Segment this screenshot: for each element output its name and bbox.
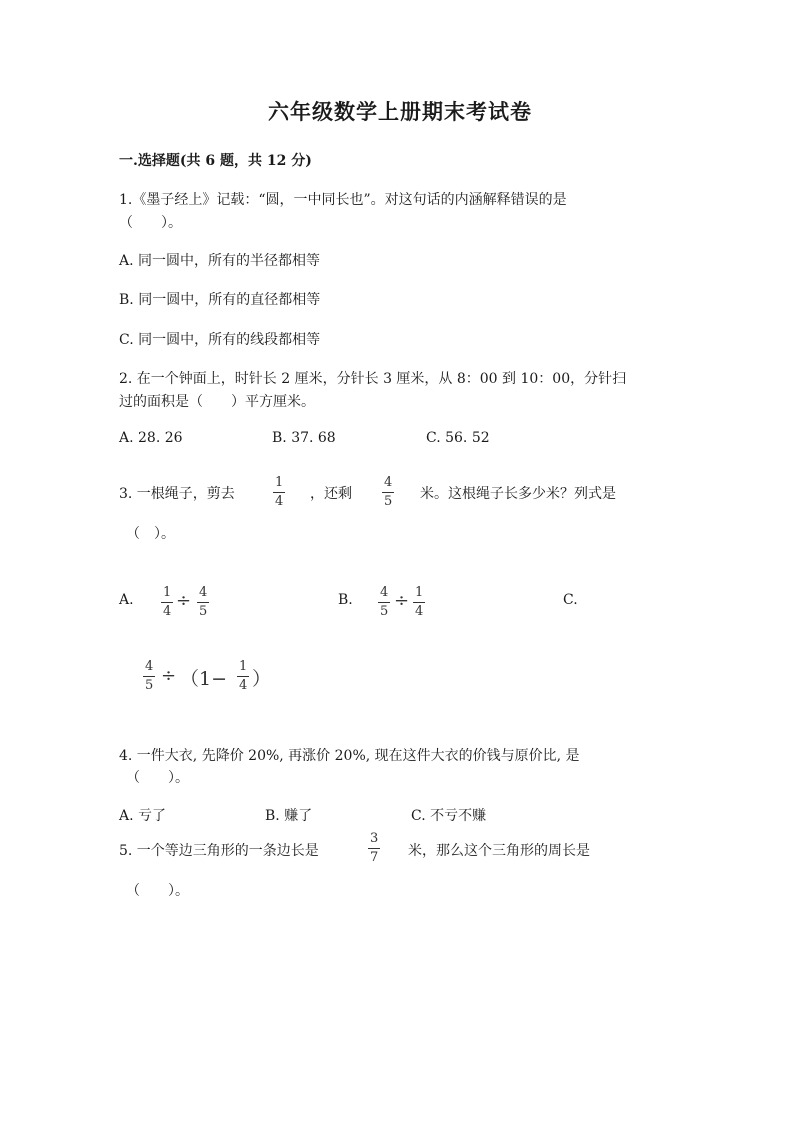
- q3-stem-part1: 3. 一根绳子，剪去: [119, 486, 235, 502]
- q3-fraction-cut: [273, 476, 285, 509]
- q3-fraction-remaining: [382, 476, 394, 509]
- fraction-numerator: 1: [415, 585, 424, 600]
- q3-option-a-fraction-2: [197, 586, 209, 619]
- fraction-numerator: 1: [239, 659, 248, 674]
- q4-stem-line1: 4. 一件大衣, 先降价 20%, 再涨价 20%, 现在这件大衣的价钱与原价比, 是: [119, 748, 580, 764]
- fraction-bar: [197, 602, 209, 603]
- division-sign: ÷: [394, 590, 410, 611]
- q4-option-c[interactable]: C. 不亏不赚: [411, 808, 487, 824]
- fraction-bar: [368, 848, 380, 849]
- fraction-denominator: 4: [239, 678, 248, 693]
- q2-stem-line2: 过的面积是（ ）平方厘米。: [119, 394, 315, 410]
- section-heading: 一.选择题(共 6 题，共 12 分): [119, 153, 312, 169]
- q3-option-b-label[interactable]: B.: [338, 592, 353, 608]
- fraction-numerator: 3: [370, 831, 379, 846]
- fraction-bar: [143, 676, 155, 677]
- division-sign: ÷: [176, 590, 192, 611]
- left-parenthesis-expression: （1−: [180, 668, 228, 690]
- fraction-denominator: 5: [384, 494, 393, 509]
- q1-stem-line1: 1.《墨子经上》记载：“圆，一中同长也”。对这句话的内涵解释错误的是: [119, 192, 567, 208]
- fraction-bar: [237, 676, 249, 677]
- q1-option-c[interactable]: C. 同一圆中，所有的线段都相等: [119, 332, 321, 348]
- q3-stem-line2: （ ）。: [126, 526, 175, 542]
- q3-option-c-label[interactable]: C.: [563, 592, 578, 608]
- q1-stem-line2: （ ）。: [119, 215, 182, 231]
- q1-option-b[interactable]: B. 同一圆中，所有的直径都相等: [119, 292, 321, 308]
- fraction-numerator: 4: [199, 585, 208, 600]
- q5-stem-line2: （ ）。: [126, 883, 189, 899]
- q4-option-a[interactable]: A. 亏了: [119, 808, 167, 824]
- q1-option-a[interactable]: A. 同一圆中，所有的半径都相等: [119, 253, 321, 269]
- q3-option-b-fraction-1: [378, 586, 390, 619]
- fraction-denominator: 4: [163, 604, 172, 619]
- q2-option-a[interactable]: A. 28. 26: [119, 430, 183, 446]
- fraction-bar: [378, 602, 390, 603]
- fraction-denominator: 4: [415, 604, 424, 619]
- fraction-denominator: 5: [199, 604, 208, 619]
- page-title: 六年级数学上册期末考试卷: [268, 99, 532, 124]
- q4-option-b[interactable]: B. 赚了: [265, 808, 313, 824]
- division-sign: ÷: [161, 665, 177, 686]
- fraction-bar: [161, 602, 173, 603]
- fraction-bar: [413, 602, 425, 603]
- q2-stem-line1: 2. 在一个钟面上，时针长 2 厘米，分针长 3 厘米，从 8：00 到 10：00，分针扫: [119, 371, 627, 387]
- q3-option-c-fraction-2: [237, 660, 249, 693]
- q5-stem-part2: 米，那么这个三角形的周长是: [408, 843, 590, 859]
- q3-option-a-fraction-1: [161, 586, 173, 619]
- q2-option-b[interactable]: B. 37. 68: [272, 430, 336, 446]
- fraction-numerator: 4: [384, 475, 393, 490]
- q3-stem-part3: 米。这根绳子长多少米？列式是: [420, 486, 616, 502]
- fraction-bar: [382, 492, 394, 493]
- q3-option-c-fraction-1: [143, 660, 155, 693]
- fraction-denominator: 5: [380, 604, 389, 619]
- right-parenthesis: ）: [252, 668, 272, 690]
- fraction-numerator: 1: [275, 475, 284, 490]
- q2-option-c[interactable]: C. 56. 52: [426, 430, 490, 446]
- fraction-bar: [273, 492, 285, 493]
- q3-option-a-label[interactable]: A.: [119, 592, 134, 608]
- fraction-denominator: 4: [275, 494, 284, 509]
- fraction-denominator: 7: [370, 850, 379, 865]
- fraction-numerator: 1: [163, 585, 172, 600]
- q3-option-b-fraction-2: [413, 586, 425, 619]
- q5-stem-part1: 5. 一个等边三角形的一条边长是: [119, 843, 319, 859]
- q4-stem-line2: （ ）。: [126, 770, 189, 786]
- q5-fraction-side-length: [368, 832, 380, 865]
- q3-stem-part2: ，还剩: [310, 486, 352, 502]
- fraction-denominator: 5: [145, 678, 154, 693]
- fraction-numerator: 4: [145, 659, 154, 674]
- fraction-numerator: 4: [380, 585, 389, 600]
